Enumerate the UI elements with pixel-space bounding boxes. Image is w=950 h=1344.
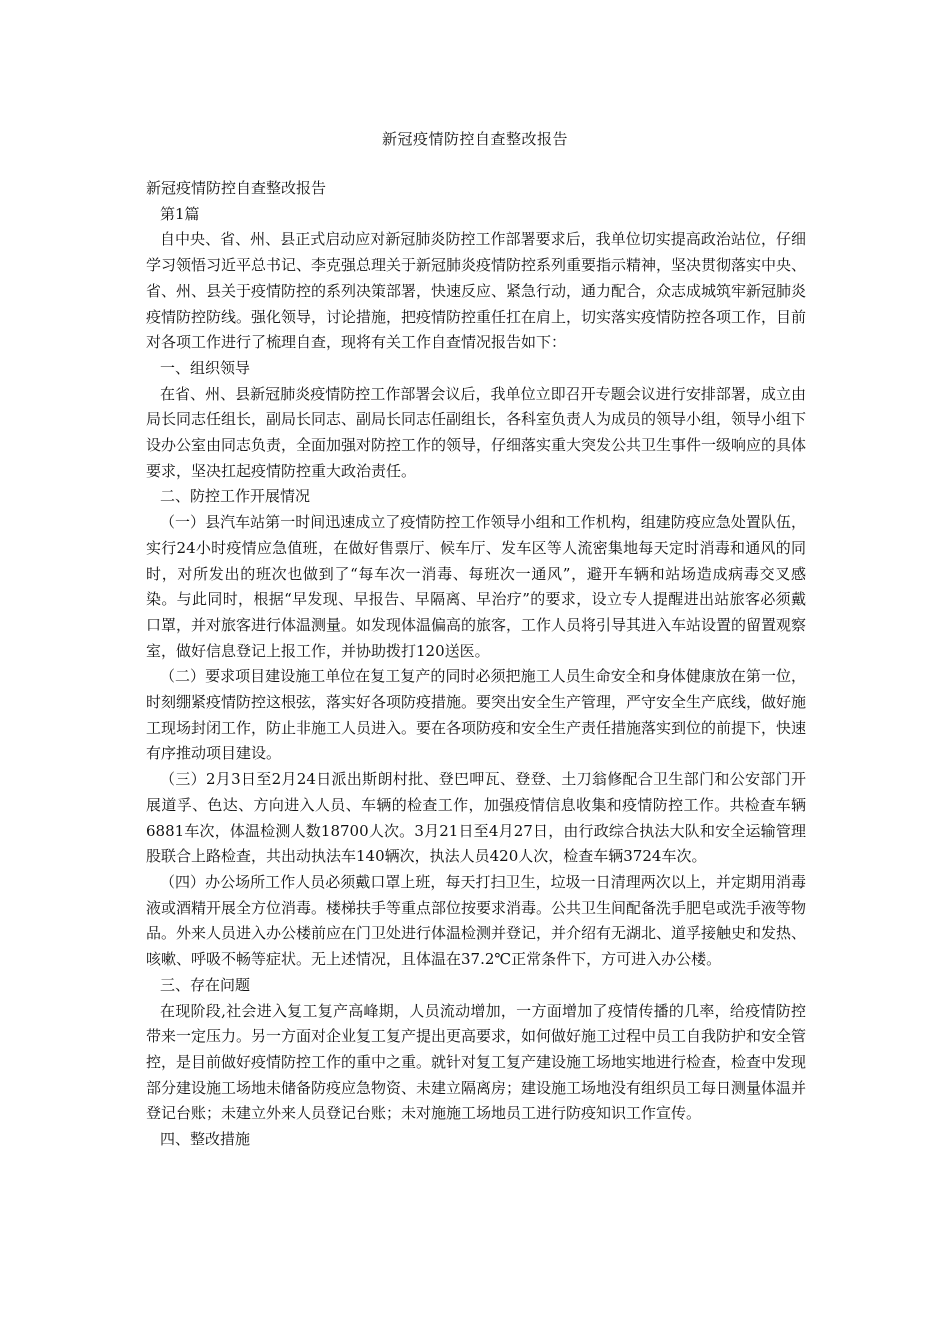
section-heading-organization: 一、组织领导 [160, 358, 251, 377]
document-body [146, 176, 806, 1153]
prevention-item-1: （一）县汽车站第一时间迅速成立了疫情防控工作领导小组和工作机构，组建防疫应急处置队伍，实行24小时疫情应急值班，在做好售票厅、候车厅、发车区等人流密集地每天定时消毒和通风的同时，对所发出的班次也做到了“每车次一消毒、每班次一通风”，避开车辆和站场造成病毒交叉感染。与此同时，根据“早发现、早报告、早隔离、早治疗”的要求，设立专人提醒进出站旅客必须戴口罩，并对旅客进行体温测量。如发现体温偏高的旅客，工作人员将引导其进入车站设置的留置观察室，做好信息登记上报工作，并协助拨打120送医。 [146, 513, 807, 660]
section-paragraph-organization: 在省、州、县新冠肺炎疫情防控工作部署会议后，我单位立即召开专题会议进行安排部署，成立由局长同志任组长，副局长同志、副局长同志任副组长，各科室负责人为成员的领导小组，领导小组下设办公室由同志负责，全面加强对防控工作的领导，仔细落实重大突发公共卫生事件一级响应的具体要求，坚决扛起疫情防控重大政治责任。 [146, 384, 807, 480]
section-heading-problems: 三、存在问题 [160, 975, 251, 994]
section-heading-prevention: 二、防控工作开展情况 [160, 487, 311, 506]
prevention-item-2: （二）要求项目建设施工单位在复工复产的同时必须把施工人员生命安全和身体健康放在第一位，时刻绷紧疫情防控这根弦，落实好各项防疫措施。要突出安全生产管理，严守安全生产底线，做好施工现场封闭工作，防止非施工人员进入。要在各项防疫和安全生产责任措施落实到位的前提下，快速有序推动项目建设。 [146, 667, 807, 763]
prevention-item-4: （四）办公场所工作人员必须戴口罩上班，每天打扫卫生，垃圾一日清理两次以上，并定期用消毒液或酒精开展全方位消毒。楼梯扶手等重点部位按要求消毒。公共卫生间配备洗手肥皂或洗手液等物品。外来人员进入办公楼前应在门卫处进行体温检测并登记，并介绍有无湖北、道孚接触史和发热、咳嗽、呼吸不畅等症状。无上述情况，且体温在37.2℃正常条件下，方可进入办公楼。 [146, 872, 807, 969]
prevention-item-3: （三）2月3日至2月24日派出斯朗村批、登巴呷瓦、登登、土刀翁修配合卫生部门和公安部门开展道孚、色达、方向进入人员、车辆的检查工作，加强疫情信息收集和疫情防控工作。共检查车辆6881车次，体温检测人数18700人次。3月21日至4月27日，由行政综合执法大队和安全运输管理股联合上路检查，共出动执法车140辆次，执法人员420人次，检查车辆3724车次。 [146, 770, 806, 866]
section-paragraph-problems: 在现阶段,社会进入复工复产高峰期，人员流动增加，一方面增加了疫情传播的几率，给疫情防控带来一定压力。另一方面对企业复工复产提出更高要求，如何做好施工过程中员工自我防护和安全管控，是目前做好疫情防控工作的重中之重。就针对复工复产建设施工场地实地进行检查，检查中发现部分建设施工场地未储备防疫应急物资、未建立隔离房；建设施工场地没有组织员工每日测量体温并登记台账；未建立外来人员登记台账；未对施施工场地员工进行防疫知识工作宣传。 [146, 1001, 807, 1123]
document-subtitle: 新冠疫情防控自查整改报告 [146, 179, 327, 197]
section-heading-measures: 四、整改措施 [160, 1130, 251, 1149]
document-title: 新冠疫情防控自查整改报告 [381, 130, 568, 148]
intro-paragraph: 自中央、省、州、县正式启动应对新冠肺炎防控工作部署要求后，我单位切实提高政治站位，仔细学习领悟习近平总书记、李克强总理关于新冠肺炎疫情防控系列重要指示精神，坚决贯彻落实中央、省、州、县关于疫情防控的系列决策部署，快速反应、紧急行动，通力配合，众志成城筑牢新冠肺炎疫情防控防线。强化领导，讨论措施，把疫情防控重任扛在肩上，切实落实疫情防控各项工作，目前对各项工作进行了梳理自查，现将有关工作自查情况报告如下： [146, 230, 807, 352]
part-label: 第1篇 [160, 204, 200, 223]
